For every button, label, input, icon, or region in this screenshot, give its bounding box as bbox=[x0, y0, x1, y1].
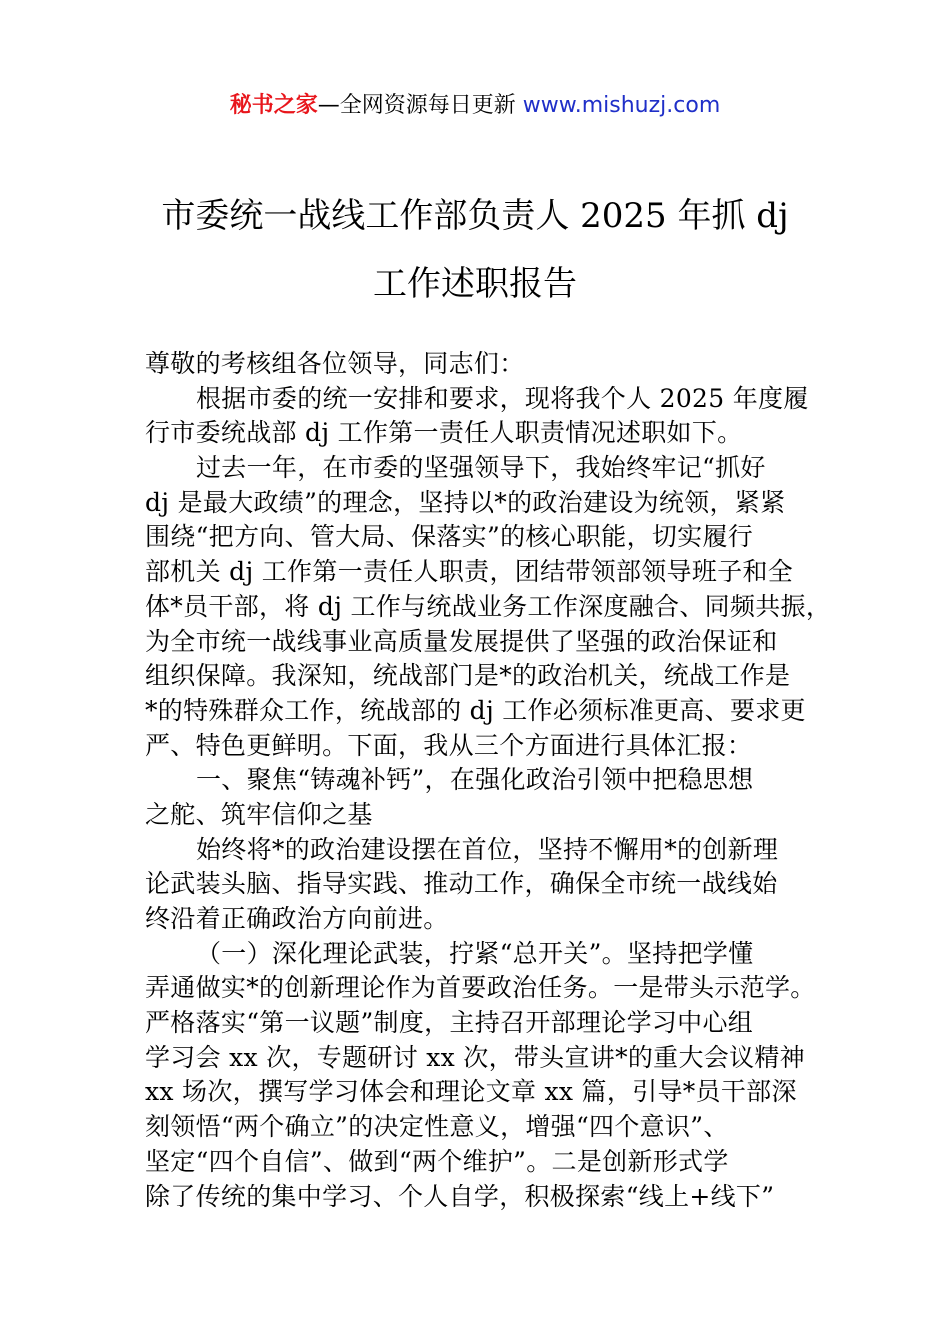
body-text-line: 严格落实“第一议题”制度，主持召开部理论学习中心组 bbox=[145, 1008, 754, 1038]
body-text-line: 体*员干部，将 dj 工作与统战业务工作深度融合、同频共振， bbox=[145, 591, 832, 621]
body-text-line: 为全市统一战线事业高质量发展提供了坚强的政治保证和 bbox=[145, 626, 778, 656]
body-text-line: 行市委统战部 dj 工作第一责任人职责情况述职如下。 bbox=[145, 418, 743, 448]
body-text-line: 之舵、筑牢信仰之基 bbox=[145, 799, 373, 829]
body-text-line: 刻领悟“两个确立”的决定性意义，增强“四个意识”、 bbox=[145, 1112, 729, 1142]
body-text-line: 组织保障。我深知，统战部门是*的政治机关，统战工作是 bbox=[145, 661, 791, 691]
body-text-line: 严、特色更鲜明。下面，我从三个方面进行具体汇报： bbox=[145, 730, 753, 760]
body-text-line: *的特殊群众工作，统战部的 dj 工作必须标准更高、要求更 bbox=[145, 695, 806, 725]
body-text-line: 坚定“四个自信”、做到“两个维护”。二是创新形式学 bbox=[145, 1146, 729, 1176]
body-text-line: 部机关 dj 工作第一责任人职责，团结带领部领导班子和全 bbox=[145, 557, 794, 587]
body-text-line: 终沿着正确政治方向前进。 bbox=[145, 904, 449, 933]
body-text-line: xx 场次，撰写学习体会和理论文章 xx 篇，引导*员干部深 bbox=[145, 1077, 797, 1107]
header-slogan: —全网资源每日更新 bbox=[317, 93, 516, 118]
site-url-link[interactable]: www.mishuzj.com bbox=[522, 93, 721, 118]
document-body bbox=[145, 347, 832, 1214]
body-text-line: 尊敬的考核组各位领导，同志们： bbox=[145, 349, 525, 378]
body-text-line: 始终将*的政治建设摆在首位，坚持不懈用*的创新理 bbox=[196, 834, 779, 864]
brand-name: 秘书之家 bbox=[229, 93, 318, 118]
body-text-line: 围绕“把方向、管大局、保落实”的核心职能，切实履行 bbox=[145, 522, 754, 552]
body-text-line: 除了传统的集中学习、个人自学，积极探索“线上+线下” bbox=[145, 1181, 775, 1211]
site-header bbox=[0, 88, 950, 119]
document-title-line-1: 市委统一战线工作部负责人 2025 年抓 dj bbox=[161, 196, 789, 236]
body-text-line: 过去一年，在市委的坚强领导下，我始终牢记“抓好 bbox=[196, 453, 766, 483]
body-text-line: 弄通做实*的创新理论作为首要政治任务。一是带头示范学。 bbox=[145, 973, 816, 1003]
document-title-line-2: 工作述职报告 bbox=[373, 264, 577, 304]
body-text-line: 根据市委的统一安排和要求，现将我个人 2025 年度履 bbox=[196, 383, 809, 413]
body-text-line: 论武装头脑、指导实践、推动工作，确保全市统一战线始 bbox=[145, 869, 778, 899]
body-text-line: 学习会 xx 次，专题研讨 xx 次，带头宣讲*的重大会议精神 bbox=[145, 1042, 805, 1072]
body-text-line: （一）深化理论武装，拧紧“总开关”。坚持把学懂 bbox=[196, 938, 754, 968]
body-text-line: dj 是最大政绩”的理念，坚持以*的政治建设为统领，紧紧 bbox=[145, 487, 786, 517]
body-text-line: 一、聚焦“铸魂补钙”，在强化政治引领中把稳思想 bbox=[196, 765, 754, 795]
